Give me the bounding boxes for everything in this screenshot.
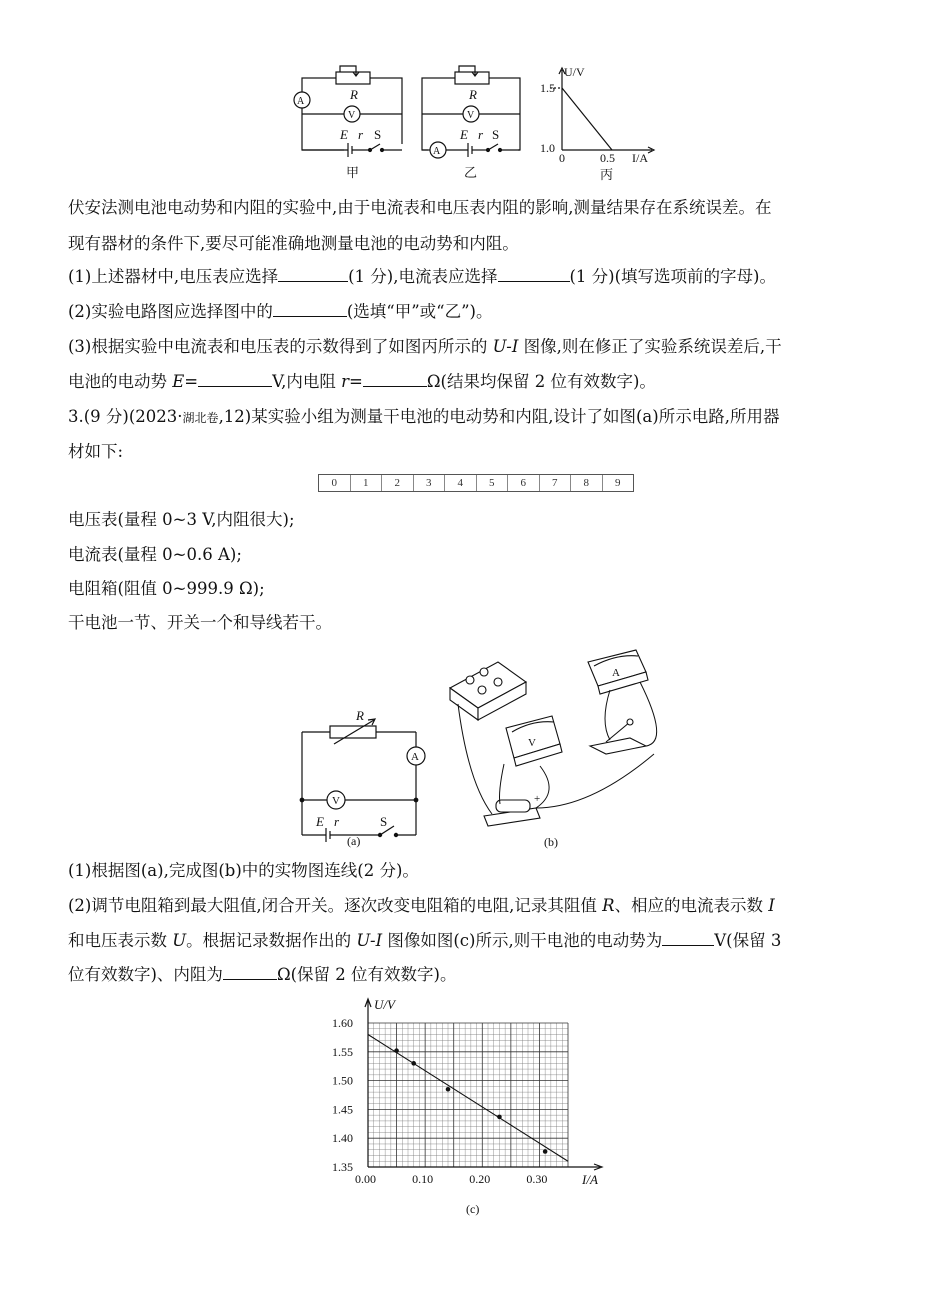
internal-r-label: r — [478, 127, 484, 142]
question-1: (1)上述器材中,电压表应选择 (1 分),电流表应选择 (1 分)(填写选项前的字母)。 — [68, 267, 776, 286]
answer-blank[interactable] — [273, 302, 347, 317]
caption-yi: 乙 — [464, 165, 478, 180]
tick-0: 0 — [559, 151, 565, 165]
emf-label: E — [340, 127, 348, 142]
answer-blank[interactable] — [223, 965, 277, 980]
answer-blank[interactable] — [278, 267, 348, 282]
data-point — [497, 1115, 502, 1120]
voltmeter-label: V — [348, 110, 356, 121]
switch-label: S — [492, 127, 500, 142]
tick-1-5: 1.5 — [540, 81, 555, 95]
caption-b: (b) — [544, 835, 558, 849]
answer-blank[interactable] — [198, 372, 272, 387]
emf-label: E — [460, 127, 468, 142]
caption-jia: 甲 — [346, 165, 360, 180]
figure-a-circuit — [290, 700, 440, 852]
x-axis-label: I/A — [582, 1172, 598, 1187]
ammeter-label: A — [297, 96, 305, 107]
number-strip: 0 1 2 3 4 5 6 7 8 9 — [318, 474, 634, 492]
ammeter-label: A — [433, 146, 441, 157]
answer-blank[interactable] — [498, 267, 570, 282]
subquestion-2-line-3: 位有效数字)、内阻为 Ω(保留 2 位有效数字)。 — [68, 965, 457, 984]
data-point — [394, 1048, 399, 1053]
ammeter-label: A — [411, 751, 419, 763]
tick-0-5: 0.5 — [600, 151, 615, 165]
equipment-voltmeter: 电压表(量程 0~3 V,内阻很大); — [68, 510, 295, 529]
voltmeter-label: V — [332, 795, 340, 807]
problem-3-line-1: 3.(9 分)(2023·湖北卷,12)某实验小组为测量干电池的电动势和内阻,设计了如图(a)所示电路,所用器 — [68, 407, 780, 426]
equipment-battery: 干电池一节、开关一个和导线若干。 — [68, 613, 332, 632]
figure-top-circuits — [288, 64, 668, 186]
paragraph-intro-1: 伏安法测电池电动势和内阻的实验中,由于电流表和电压表内阻的影响,测量结果存在系统误差。在 — [68, 198, 772, 217]
resistor-label: R — [356, 708, 364, 723]
axis-label-i: I/A — [632, 151, 648, 165]
battery-plus-label: + — [534, 793, 541, 805]
caption-a: (a) — [347, 834, 361, 848]
x-tick-label: 0.30 — [526, 1172, 548, 1186]
equipment-ammeter: 电流表(量程 0~0.6 A); — [68, 545, 242, 564]
question-3-line-2: 电池的电动势 E= V,内电阻 r= Ω(结果均保留 2 位有效数字)。 — [68, 372, 656, 391]
data-point — [543, 1149, 548, 1154]
x-tick-label: 0.10 — [412, 1172, 434, 1186]
problem-3-line-2: 材如下: — [68, 442, 124, 461]
answer-blank[interactable] — [363, 372, 427, 387]
paragraph-intro-2: 现有器材的条件下,要尽可能准确地测量电池的电动势和内阻。 — [68, 234, 519, 253]
internal-r-label: r — [358, 127, 364, 142]
internal-r-label: r — [334, 814, 340, 829]
resistor-label: R — [350, 87, 358, 102]
question-2: (2)实验电路图应选择图中的 (选填“甲”或“乙”)。 — [68, 302, 493, 321]
caption-c: (c) — [466, 1202, 480, 1216]
x-tick-label: 0.20 — [469, 1172, 491, 1186]
subquestion-2-line-2: 和电压表示数 U。根据记录数据作出的 U-I 图像如图(c)所示,则干电池的电动势为 V(保留 3 — [68, 931, 782, 950]
resistor-label: R — [469, 87, 477, 102]
figure-c-ui-chart — [320, 995, 620, 1220]
ammeter-label: A — [612, 667, 620, 679]
y-tick-label: 1.35 — [332, 1160, 353, 1174]
axis-label-u: U/V — [564, 65, 585, 79]
emf-label: E — [316, 814, 324, 829]
voltmeter-label: V — [467, 110, 475, 121]
figure-b-apparatus — [440, 642, 670, 852]
data-point — [411, 1061, 416, 1066]
subquestion-1: (1)根据图(a),完成图(b)中的实物图连线(2 分)。 — [68, 861, 419, 880]
tick-1-0: 1.0 — [540, 141, 555, 155]
voltmeter-label: V — [528, 737, 536, 749]
data-point — [446, 1087, 451, 1092]
answer-blank[interactable] — [662, 931, 714, 946]
y-tick-label: 1.50 — [332, 1073, 353, 1088]
switch-label: S — [380, 814, 388, 829]
y-tick-label: 1.60 — [332, 1016, 353, 1030]
y-tick-label: 1.55 — [332, 1044, 353, 1059]
x-tick-label: 0.00 — [355, 1172, 376, 1186]
subquestion-2-line-1: (2)调节电阻箱到最大阻值,闭合开关。逐次改变电阻箱的电阻,记录其阻值 R、相应的电流表示数 I — [68, 896, 775, 915]
y-axis-label: U/V — [374, 997, 395, 1012]
y-tick-label: 1.40 — [332, 1131, 353, 1146]
equipment-resistance-box: 电阻箱(阻值 0~999.9 Ω); — [68, 579, 265, 598]
question-3-line-1: (3)根据实验中电流表和电压表的示数得到了如图丙所示的 U-I 图像,则在修正了实验系统误差后,干 — [68, 337, 782, 356]
y-tick-label: 1.45 — [332, 1102, 353, 1117]
switch-label: S — [374, 127, 382, 142]
caption-bing: 丙 — [600, 167, 614, 182]
